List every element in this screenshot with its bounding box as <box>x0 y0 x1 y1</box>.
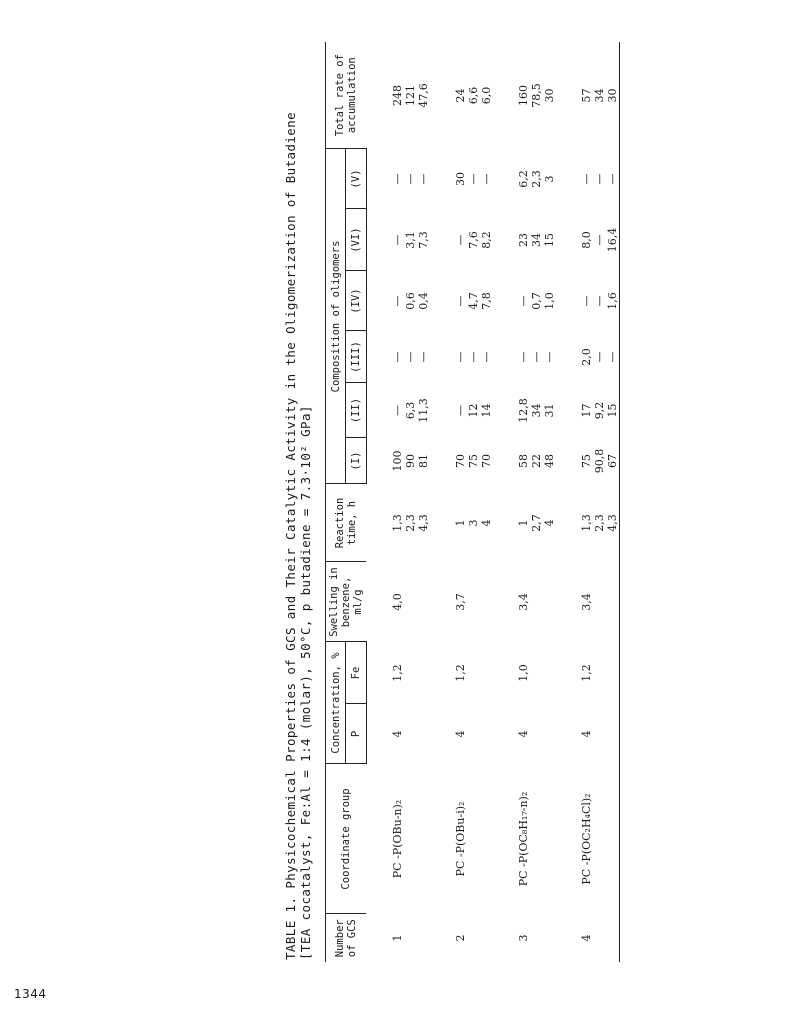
cell-c6: 23 <box>516 233 530 247</box>
table-caption <box>283 40 313 960</box>
grp-empty <box>467 764 480 914</box>
fe-concentration: 1,2 <box>453 664 467 682</box>
cell-c2: 17 <box>579 403 593 418</box>
cell-c5: 6,2 <box>516 170 530 188</box>
grp-empty <box>417 764 430 914</box>
cell-total: 6,6 <box>466 86 480 105</box>
header-c2: (II) <box>346 383 366 438</box>
cell-total: 121 <box>403 84 417 106</box>
grp-empty <box>480 764 493 914</box>
cell-time: 1 <box>453 519 467 527</box>
header-number: Number of GCS <box>326 914 367 962</box>
table-row <box>391 42 404 962</box>
cell-c5: 3 <box>542 175 556 183</box>
p-empty <box>480 704 493 764</box>
grp-empty <box>404 764 417 914</box>
rotated-table-page <box>275 30 807 970</box>
fe-concentration: 1,2 <box>579 664 593 682</box>
cell-c5: 2,3 <box>529 170 543 188</box>
sw-empty <box>417 562 430 642</box>
cell-c6: 3,1 <box>403 231 417 249</box>
gcs-number: 3 <box>516 934 530 942</box>
swelling-value: 3,4 <box>579 593 593 611</box>
cell-c6: — <box>592 234 606 246</box>
coordinate-group: PC -P(OBu-n)₂ <box>390 799 404 879</box>
cell-time: 4 <box>479 519 493 527</box>
cell-c3: — <box>453 351 467 363</box>
sw-empty <box>480 562 493 642</box>
grp-empty <box>543 764 556 914</box>
cell-c4: — <box>390 295 404 307</box>
header-total-rate: Total rate of accumulation <box>326 42 367 149</box>
num-empty <box>404 914 417 962</box>
cell-time: 3 <box>466 519 480 527</box>
table-row <box>530 42 543 962</box>
p-concentration: 4 <box>390 730 404 738</box>
swelling-value: 3,7 <box>453 593 467 611</box>
fe-concentration: 1,0 <box>516 664 530 682</box>
num-empty <box>467 914 480 962</box>
cell-c3: — <box>390 351 404 363</box>
spacer <box>366 42 391 962</box>
cell-c1: 22 <box>529 454 543 468</box>
p-empty <box>593 704 606 764</box>
header-composition: Composition of oligomers <box>326 149 346 484</box>
cell-c6: 7,3 <box>416 231 430 249</box>
p-empty <box>467 704 480 764</box>
header-swelling: Swelling in benzene, ml/g <box>326 562 367 642</box>
header-c5: (V) <box>346 149 366 209</box>
cell-time: 2,3 <box>403 514 417 532</box>
cell-time: 1 <box>516 519 530 527</box>
cell-c3: — <box>479 351 493 363</box>
num-empty <box>530 914 543 962</box>
header-reaction-time: Reaction time, h <box>326 484 367 562</box>
cell-c6: 34 <box>529 233 543 247</box>
caption-line-2: [TEA cocatalyst, Fe:Al = 1:4 (molar), 50°C, p butadiene = 7.3·10² GPa] <box>298 405 313 960</box>
cell-c3: 2,0 <box>579 348 593 366</box>
cell-c6: — <box>390 234 404 246</box>
cell-c1: 70 <box>453 454 467 468</box>
gcs-number: 2 <box>453 934 467 942</box>
cell-c3: — <box>592 351 606 363</box>
fe-empty <box>480 642 493 704</box>
cell-c3: — <box>416 351 430 363</box>
grp-empty <box>530 764 543 914</box>
table-row <box>593 42 606 962</box>
cell-c3: — <box>466 351 480 363</box>
cell-c2: 14 <box>479 403 493 418</box>
table-row <box>480 42 493 962</box>
sw-empty <box>467 562 480 642</box>
num-empty <box>543 914 556 962</box>
p-empty <box>543 704 556 764</box>
cell-c1: 100 <box>390 450 404 472</box>
page-number: 1344 <box>14 987 47 1001</box>
cell-time: 4,3 <box>416 514 430 532</box>
cell-time: 4 <box>542 519 556 527</box>
cell-c2: 9,2 <box>592 401 606 420</box>
coordinate-group: PC -P(OC₂H₄Cl)₂ <box>579 793 593 885</box>
cell-c5: 30 <box>453 171 467 186</box>
cell-c6: 16,4 <box>606 209 620 271</box>
table-row <box>517 42 530 962</box>
num-empty <box>480 914 493 962</box>
cell-c4: 0,7 <box>529 292 543 310</box>
cell-c3: — <box>529 351 543 363</box>
header-p: P <box>346 704 366 764</box>
cell-c4: 1,6 <box>606 271 620 331</box>
cell-c5: — <box>390 173 404 185</box>
fe-empty <box>404 642 417 704</box>
cell-c5: — <box>606 149 620 209</box>
sw-empty <box>543 562 556 642</box>
cell-c2: — <box>453 405 467 416</box>
table-body <box>366 42 619 962</box>
grp-empty <box>606 764 620 914</box>
fe-concentration: 1,2 <box>390 664 404 682</box>
header-group: Coordinate group <box>326 764 367 914</box>
cell-total: 78,5 <box>529 83 543 108</box>
swelling-value: 3,4 <box>516 593 530 611</box>
cell-c4: — <box>579 295 593 307</box>
cell-c1: 90,8 <box>592 448 606 474</box>
cell-c2: 11,3 <box>416 398 430 423</box>
coordinate-group: PC -P(OBu-i)₂ <box>453 801 467 877</box>
header-c1: (I) <box>346 438 366 484</box>
cell-c2: 6,3 <box>403 401 417 420</box>
header-c3: (III) <box>346 331 366 383</box>
cell-total: 6,0 <box>479 86 493 105</box>
cell-total: 160 <box>516 84 530 106</box>
cell-c2: 31 <box>542 403 556 418</box>
cell-c4: 0,6 <box>403 292 417 310</box>
cell-c1: 75 <box>466 454 480 468</box>
cell-total: 57 <box>579 88 593 103</box>
cell-c4: — <box>516 295 530 307</box>
cell-c3: — <box>606 331 620 383</box>
cell-time: 1,3 <box>390 514 404 532</box>
cell-c3: — <box>403 351 417 363</box>
swelling-value: 4,0 <box>390 593 404 611</box>
sw-empty <box>530 562 543 642</box>
data-table <box>325 42 620 962</box>
table-row <box>467 42 480 962</box>
cell-total: 24 <box>453 88 467 103</box>
p-concentration: 4 <box>516 730 530 738</box>
cell-c6: 15 <box>542 233 556 247</box>
cell-total: 248 <box>390 84 404 106</box>
cell-c4: 1,0 <box>542 292 556 310</box>
num-empty <box>606 914 620 962</box>
p-empty <box>404 704 417 764</box>
fe-empty <box>417 642 430 704</box>
cell-c2: 15 <box>606 383 620 438</box>
group-gap <box>493 42 517 962</box>
cell-c1: 81 <box>416 454 430 468</box>
table-row <box>404 42 417 962</box>
p-empty <box>417 704 430 764</box>
cell-c3: — <box>516 351 530 363</box>
cell-c2: — <box>390 405 404 416</box>
fe-empty <box>606 642 620 704</box>
caption-line-1: TABLE 1. Physicochemical Properties of GCS and Their Catalytic Activity in the Oligomerization of Butadiene <box>283 111 298 960</box>
cell-c6: 8,0 <box>579 231 593 249</box>
cell-c2: 12,8 <box>516 398 530 423</box>
cell-c6: 8,2 <box>479 231 493 249</box>
fe-empty <box>593 642 606 704</box>
fe-empty <box>467 642 480 704</box>
cell-c1: 90 <box>403 454 417 468</box>
fe-empty <box>543 642 556 704</box>
group-gap <box>556 42 580 962</box>
header-c4: (IV) <box>346 271 366 331</box>
coordinate-group: PC -P(OC₈H₁₇-n)₂ <box>516 791 530 887</box>
cell-c5: — <box>416 173 430 185</box>
fe-empty <box>530 642 543 704</box>
table-row <box>580 42 593 962</box>
cell-c1: 48 <box>542 454 556 468</box>
p-empty <box>606 704 620 764</box>
p-empty <box>530 704 543 764</box>
num-empty <box>593 914 606 962</box>
cell-c3: — <box>542 351 556 363</box>
cell-total: 47,6 <box>416 83 430 108</box>
table-row <box>417 42 430 962</box>
cell-time: 4,3 <box>606 484 620 562</box>
cell-c1: 75 <box>579 454 593 468</box>
num-empty <box>417 914 430 962</box>
cell-c1: 58 <box>516 454 530 468</box>
cell-c4: — <box>592 295 606 307</box>
cell-c5: — <box>403 173 417 185</box>
table-row <box>606 42 620 962</box>
grp-empty <box>593 764 606 914</box>
cell-time: 2,3 <box>592 514 606 532</box>
cell-c1: 70 <box>479 454 493 468</box>
cell-c2: 34 <box>529 403 543 418</box>
cell-c5: — <box>592 173 606 185</box>
cell-total: 30 <box>542 88 556 103</box>
cell-time: 2,7 <box>529 514 543 532</box>
cell-c6: — <box>453 234 467 246</box>
table-row <box>454 42 467 962</box>
cell-c2: 12 <box>466 403 480 418</box>
sw-empty <box>404 562 417 642</box>
cell-c5: — <box>579 173 593 185</box>
p-concentration: 4 <box>579 730 593 738</box>
header-fe: Fe <box>346 642 366 704</box>
cell-total: 30 <box>606 42 620 149</box>
header-c6: (VI) <box>346 209 366 271</box>
p-concentration: 4 <box>453 730 467 738</box>
gcs-number: 1 <box>390 934 404 942</box>
cell-c4: 0,4 <box>416 292 430 310</box>
cell-c4: 4,7 <box>466 292 480 310</box>
header-concentration: Concentration, % <box>326 642 346 764</box>
sw-empty <box>606 562 620 642</box>
cell-c6: 7,6 <box>466 231 480 249</box>
cell-c1: 67 <box>606 438 620 484</box>
cell-c5: — <box>479 173 493 185</box>
cell-total: 34 <box>592 88 606 103</box>
cell-c4: — <box>453 295 467 307</box>
group-gap <box>430 42 454 962</box>
gcs-number: 4 <box>579 934 593 942</box>
table-row <box>543 42 556 962</box>
cell-c5: — <box>466 173 480 185</box>
sw-empty <box>593 562 606 642</box>
cell-time: 1,3 <box>579 514 593 532</box>
cell-c4: 7,8 <box>479 292 493 310</box>
